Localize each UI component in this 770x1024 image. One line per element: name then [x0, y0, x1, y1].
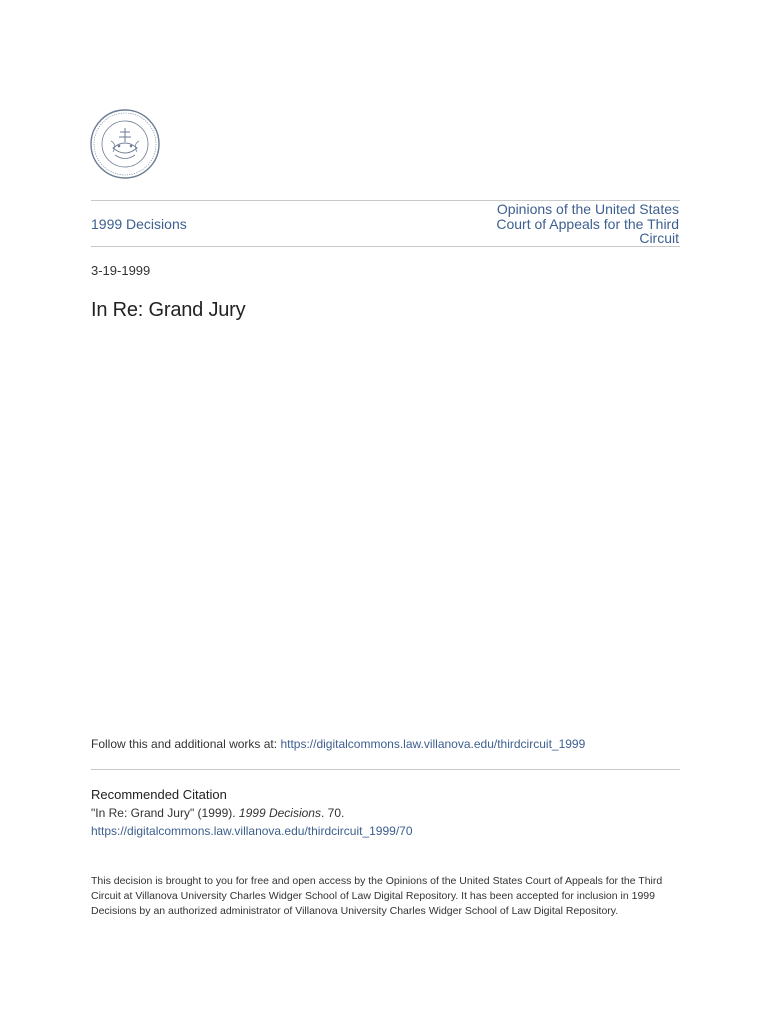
citation-url-link[interactable]: https://digitalcommons.law.villanova.edu/thirdcircuit_1999/70: [91, 824, 413, 838]
citation-collection-italic: 1999 Decisions: [238, 806, 321, 820]
citation-rule: [91, 769, 680, 770]
access-notice: This decision is brought to you for free and open access by the Opinions of the United States Court of Appeals for the Third Circuit at Villanova University Charles Widger School of Law Digital Repository. It has been accepted for inclusion in 1999 Decisions by an authorized administrator of Villanova University Charles Widger School of Law Digital Repository.: [91, 875, 663, 917]
header-bottom-rule: [91, 246, 680, 247]
series-link[interactable]: Opinions of the United States Court of Appeals for the Third Circuit: [496, 201, 679, 246]
document-title: In Re: Grand Jury: [91, 299, 246, 321]
follow-prefix: Follow this and additional works at:: [91, 737, 281, 751]
decision-date: 3-19-1999: [91, 263, 151, 278]
follow-url-link[interactable]: https://digitalcommons.law.villanova.edu/thirdcircuit_1999: [280, 737, 586, 751]
collection-link[interactable]: 1999 Decisions: [91, 216, 187, 232]
citation-heading: Recommended Citation: [91, 787, 227, 802]
follow-line: [91, 737, 585, 751]
citation-text-start: "In Re: Grand Jury" (1999).: [91, 806, 239, 820]
citation-text: [91, 806, 344, 820]
citation-text-end: . 70.: [320, 806, 345, 820]
university-seal-logo: [89, 108, 161, 180]
